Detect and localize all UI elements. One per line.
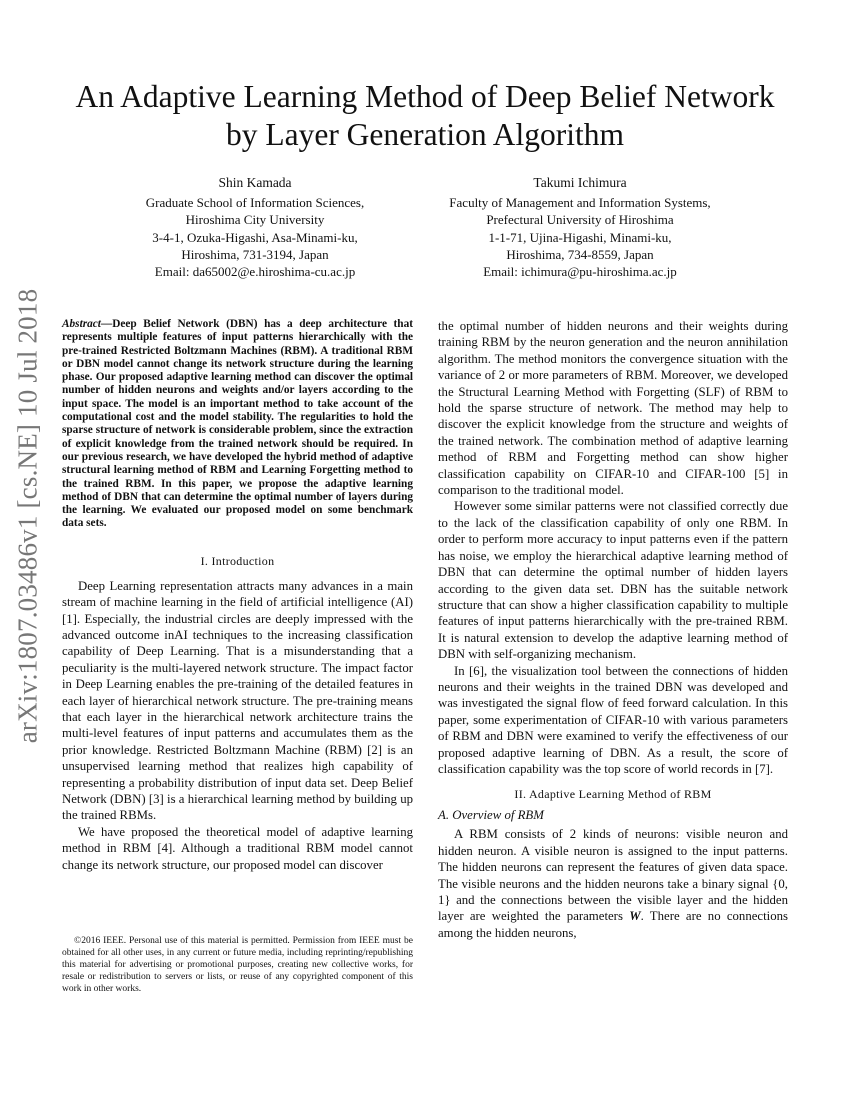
author-email: Email: ichimura@pu-hiroshima.ac.jp [483, 264, 677, 280]
left-column [62, 318, 413, 873]
abstract-label: Abstract [62, 318, 101, 330]
body-paragraph: However some similar patterns were not classified correctly due to the lack of the classification capability of only one RBM. In order to perform more accuracy to input patterns even if the pattern has noise, we employ the hierarchical adaptive learning method of DBN that can determine the optimal number of hidden layers according to the given data set. DBN has the suitable network structure that can show a higher classification capability to multiple features of input patterns hierarchically with the pre-trained RBM. It is natural extension to develop the adaptive learning method of DBN with self-organizing mechanism. [438, 499, 788, 662]
body-paragraph: the optimal number of hidden neurons and their weights during training RBM by the neuron generation and the neuron annihilation algorithm. The method monitors the convergence situation with the variance of 2 or more parameters of RBM. Moreover, we developed the Structural Learning Method with Forgetting (SLF) of RBM to hold the sparse structure of network. The method may help to discover the explicit knowledge from the structure and weights of the trained network. The combination method of adaptive learning method of RBM and Forgetting method can show higher classification capability on CIFAR-10 and CIFAR-100 [5] in comparison to the traditional model. [438, 319, 788, 498]
body-paragraph: Deep Learning representation attracts many advances in a main stream of machine learning in the field of artificial intelligence (AI) [1]. Especially, the industrial circles are deeply impressed with the advanced outcome inAI techniques to the increasing classification capability of Deep Learning. That is a misunderstanding that a peculiarity is the multi-layered network structure. The impact factor in Deep Learning enables the pre-training of the detailed features in each layer of hierarchical network structure. The pre-training means that each layer in the hierarchical network architecture trains the multi-level features of input patterns and accumulates them as the prior knowledge. Restricted Boltzmann Machine (RBM) [2] is an unsupervised learning method that realizes high capability of representing a probability distribution of input data set. Deep Belief Network (DBN) [3] is a hierarchical learning method by building up the trained RBMs. [62, 578, 413, 823]
author-name: Takumi Ichimura [533, 175, 627, 190]
author-affiliation-line: Graduate School of Information Sciences, [145, 195, 365, 211]
author-name: Shin Kamada [218, 175, 292, 190]
subsection-heading-overview: A. Overview of RBM [438, 808, 544, 823]
math-binary-set: {0, 1} [438, 876, 788, 907]
author-block-1 [110, 174, 400, 280]
body-paragraph: In [6], the visualization tool between the connections of hidden neurons and their weights in the trained DBN was developed and was investigated the signal flow of feed forward calculation. In this paper, some experimentation of CIFAR-10 with various parameters of RBM and DBN were examined to verify the effectiveness of our proposed adaptive learning of DBN. As a result, the score of classification capability was the top score of world records in [7]. [438, 663, 788, 776]
author-affiliation-line: Prefectural University of Hiroshima [486, 212, 674, 228]
author-address-line: Hiroshima, 731-3194, Japan [181, 246, 329, 262]
math-weight-symbol: W [629, 909, 641, 924]
author-email: Email: da65002@e.hiroshima-cu.ac.jp [154, 264, 356, 280]
author-affiliation-line: Hiroshima City University [185, 212, 325, 228]
right-column [438, 318, 788, 941]
body-paragraph [438, 826, 788, 941]
body-paragraph: We have proposed the theoretical model of adaptive learning method in RBM [4]. Although a traditional RBM model cannot change its network structure, our proposed model can discover [62, 824, 413, 872]
section-heading-adaptive-learning: II. Adaptive Learning Method of RBM [514, 787, 712, 802]
abstract-text: —Deep Belief Network (DBN) has a deep architecture that represents multiple features of input patterns hierarchically with the pre-trained Restricted Boltzmann Machines (RBM). A traditional RBM or DBN model cannot change its network structure during the learning phase. Our proposed adaptive learning method can discover the optimal number of hidden neurons and weights and/or layers according to the input space. The model is an important method to take account of the computational cost and the model stability. The regularities to hold the sparse structure of network is considerable problem, since the extraction of explicit knowledge from the trained network should be required. In our previous research, we have developed the hybrid method of adaptive structural learning method of RBM and Learning Forgetting method to the trained RBM. In this paper, we propose the adaptive learning method of DBN that can determine the optimal number of layers during the learning. We evaluated our proposed model on some benchmark data sets. [62, 318, 413, 530]
author-address-line: Hiroshima, 734-8559, Japan [506, 246, 654, 262]
author-block-2 [420, 174, 740, 280]
author-affiliation-line: Faculty of Management and Information Systems, [449, 195, 711, 211]
arxiv-side-stamp [12, 266, 44, 766]
copyright-footnote: ©2016 IEEE. Personal use of this material is permitted. Permission from IEEE must be obtained for all other uses, in any current or future media, including reprinting/republishing this material for advertising or promotional purposes, creating new collective works, for resale or redistribution to servers or lists, or reuse of any copyrighted component of this work in other works. [62, 936, 413, 994]
author-address-line: 3-4-1, Ozuka-Higashi, Asa-Minami-ku, [152, 229, 358, 245]
abstract [62, 318, 413, 531]
section-heading-introduction: I. Introduction [200, 553, 275, 568]
text-run: . There are no connections among the hidden neurons, [438, 909, 788, 940]
paper-title: An Adaptive Learning Method of Deep Belief Network by Layer Generation Algorithm [75, 79, 775, 152]
text-run: and the connections between the visible layer and the hidden layer are weighted the parameters [438, 893, 788, 924]
author-address-line: 1-1-71, Ujina-Higashi, Minami-ku, [488, 229, 672, 245]
text-run: A RBM consists of 2 kinds of neurons: visible neuron and hidden neuron. A visible neuron is assigned to the input patterns. The hidden neurons can represent the features of given data space. The visible neurons and the hidden neurons take a binary signal [438, 827, 788, 891]
arxiv-stamp-text: arXiv:1807.03486v1 [cs.NE] 10 Jul 2018 [12, 288, 43, 744]
